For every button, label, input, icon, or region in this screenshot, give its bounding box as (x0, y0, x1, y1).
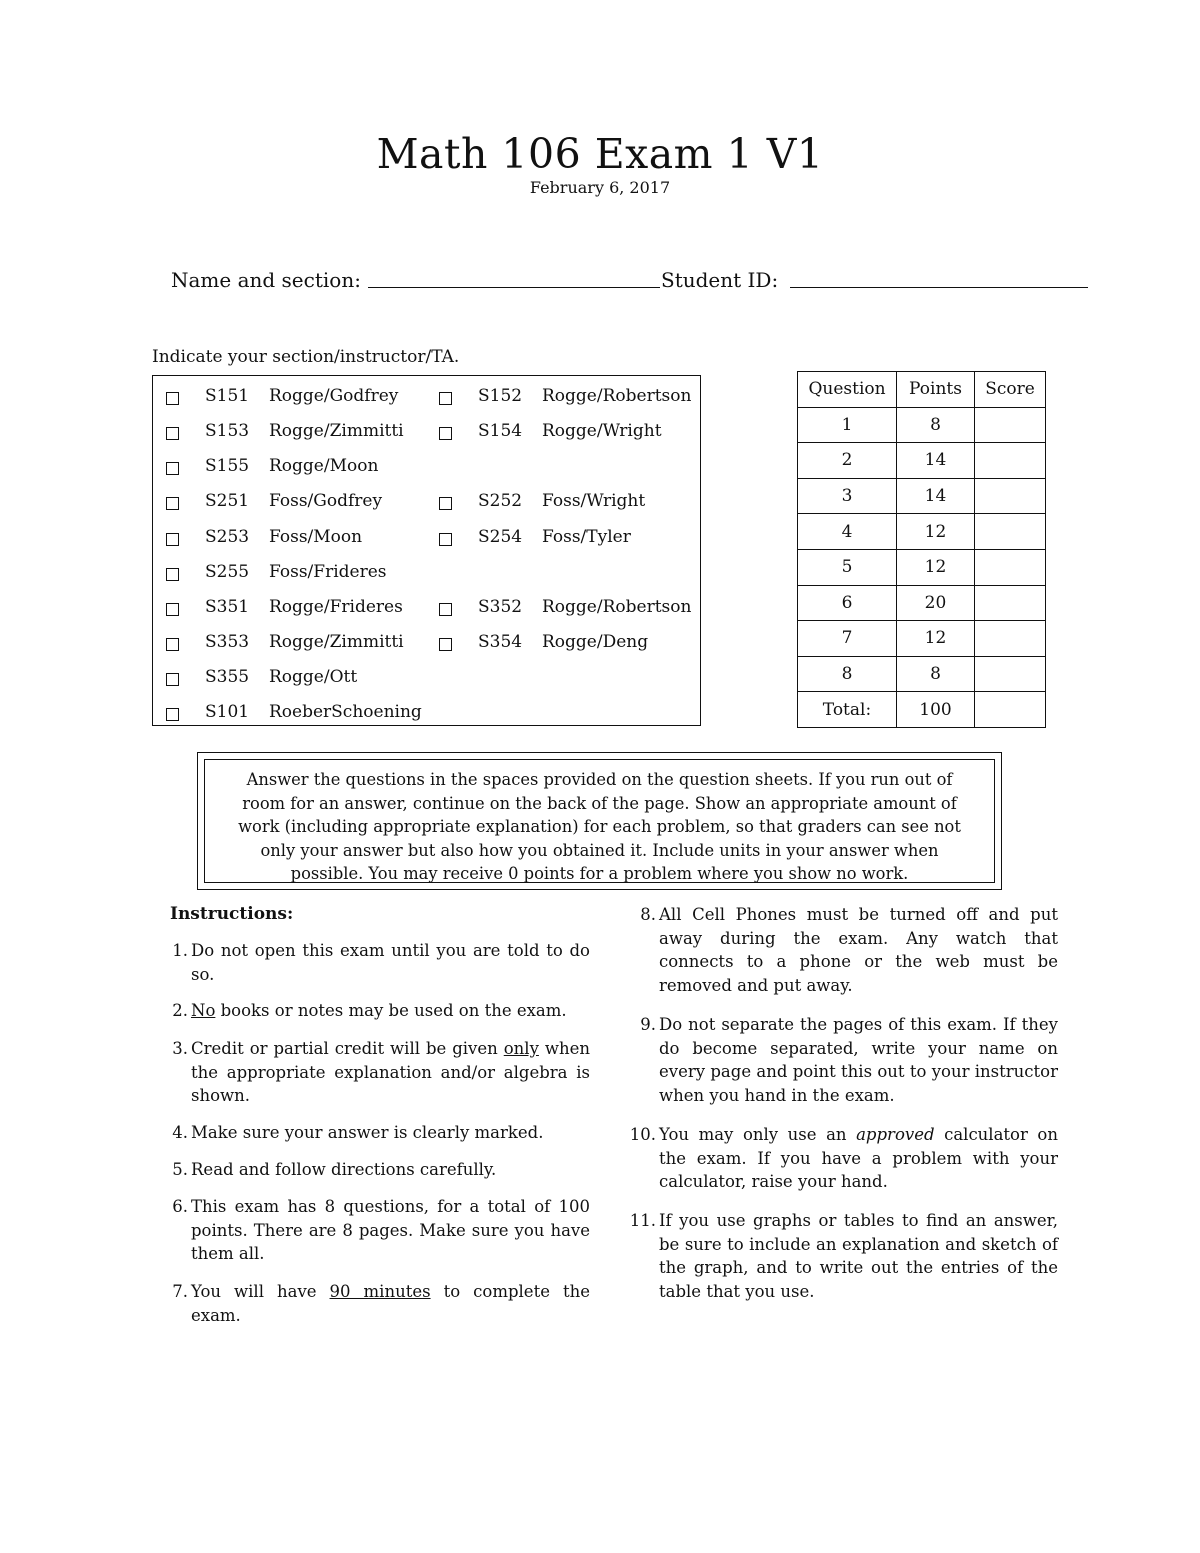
student-id-label: Student ID: (661, 268, 779, 292)
question-score-cell[interactable] (975, 621, 1046, 657)
question-number: 6 (798, 585, 897, 621)
instruction-text (659, 903, 1058, 997)
section-instructor: Foss/Frideres (269, 562, 387, 582)
section-code: S252 (478, 491, 523, 511)
section-instructor: Foss/Godfrey (269, 491, 383, 511)
section-checkbox[interactable] (439, 533, 452, 546)
section-instructor: Foss/Moon (269, 527, 363, 547)
section-code: S154 (478, 421, 523, 441)
student-id-field[interactable] (790, 287, 1088, 288)
section-instructor: Foss/Wright (542, 491, 646, 511)
section-row (153, 694, 702, 729)
instruction-text-part: 90 minutes (329, 1282, 431, 1301)
header-question: Question (798, 372, 897, 408)
question-points: 12 (897, 621, 975, 657)
section-checkbox[interactable] (166, 533, 179, 546)
question-number: 4 (798, 514, 897, 550)
section-row (153, 448, 702, 483)
question-score-cell[interactable] (975, 656, 1046, 692)
section-code: S355 (205, 667, 250, 687)
section-checkbox[interactable] (166, 462, 179, 475)
question-number: 3 (798, 478, 897, 514)
question-points: 12 (897, 549, 975, 585)
question-points: 14 (897, 478, 975, 514)
section-code: S351 (205, 597, 250, 617)
notice-text: Answer the questions in the spaces provided on the question sheets. If you run out of room for an answer, continue on the back of the page. Show an appropriate amount of work (including appropriate explanation) for each problem, so that graders can see not only your answer but also how you obtained it. Include units in your answer when possible. You may receive 0 points for a problem where you show no work. (204, 759, 995, 883)
question-number: 8 (798, 656, 897, 692)
instruction-text-part: If you use graphs or tables to find an answer, be sure to include an explanation and sketch of the graph, and to write out the entries of the table that you use. (659, 1211, 1058, 1301)
score-row (798, 478, 1046, 514)
total-score-cell[interactable] (975, 692, 1046, 728)
score-table-header-row (798, 372, 1046, 408)
section-checkbox[interactable] (166, 568, 179, 581)
section-instructor: Rogge/Ott (269, 667, 358, 687)
section-prompt: Indicate your section/instructor/TA. (152, 347, 460, 367)
instruction-text-part: No (191, 1001, 216, 1020)
score-row (798, 549, 1046, 585)
instruction-text-part: when the appropriate explanation and/or algebra is shown. (191, 1039, 590, 1105)
instruction-text-part: You will have (191, 1282, 330, 1301)
section-checkbox[interactable] (439, 392, 452, 405)
header-score: Score (975, 372, 1046, 408)
score-row (798, 514, 1046, 550)
instructions-heading: Instructions: (170, 904, 294, 924)
question-points: 20 (897, 585, 975, 621)
instruction-text (191, 1195, 590, 1266)
question-number: 5 (798, 549, 897, 585)
section-checkbox[interactable] (439, 497, 452, 510)
question-score-cell[interactable] (975, 443, 1046, 479)
instruction-text-part: to complete the exam. (191, 1282, 590, 1325)
section-code: S354 (478, 632, 523, 652)
section-row (153, 624, 702, 659)
section-checkbox[interactable] (166, 603, 179, 616)
instruction-number: 2. (172, 1001, 188, 1020)
notice-box (197, 752, 1002, 890)
section-code: S152 (478, 386, 523, 406)
score-row (798, 656, 1046, 692)
section-instructor: Rogge/Robertson (542, 597, 692, 617)
section-row (153, 554, 702, 589)
instruction-text (191, 939, 590, 986)
question-score-cell[interactable] (975, 549, 1046, 585)
section-code: S353 (205, 632, 250, 652)
score-row (798, 621, 1046, 657)
section-checkbox[interactable] (439, 638, 452, 651)
name-section-field[interactable] (368, 287, 660, 288)
question-number: 7 (798, 621, 897, 657)
instruction-text (191, 1121, 590, 1145)
section-row (153, 483, 702, 518)
header-points: Points (897, 372, 975, 408)
section-checkbox[interactable] (439, 427, 452, 440)
section-code: S253 (205, 527, 250, 547)
score-table (797, 371, 1046, 728)
exam-title: Math 106 Exam 1 V1 (376, 130, 824, 178)
section-code: S101 (205, 702, 250, 722)
instruction-text-part: Read and follow directions carefully. (191, 1160, 497, 1179)
exam-date: February 6, 2017 (529, 178, 671, 197)
section-checkbox[interactable] (166, 673, 179, 686)
instruction-text-part: only (503, 1039, 539, 1058)
instruction-text-part: All Cell Phones must be turned off and put away during the exam. Any watch that connects to a phone or the web must be removed and put away. (659, 905, 1058, 995)
section-row (153, 589, 702, 624)
section-checkbox[interactable] (166, 392, 179, 405)
total-label: Total: (798, 692, 897, 728)
name-section-label: Name and section: (171, 268, 361, 292)
instruction-text-part: Credit or partial credit will be given (191, 1039, 504, 1058)
section-instructor: Rogge/Zimmitti (269, 632, 404, 652)
section-instructor: Rogge/Godfrey (269, 386, 399, 406)
section-row (153, 519, 702, 554)
instruction-text (191, 1158, 590, 1182)
instruction-text (191, 1037, 590, 1108)
section-checkbox[interactable] (166, 638, 179, 651)
score-row (798, 407, 1046, 443)
section-instructor: Rogge/Moon (269, 456, 379, 476)
section-code: S352 (478, 597, 523, 617)
score-total-row (798, 692, 1046, 728)
section-checkbox[interactable] (439, 603, 452, 616)
section-instructor: Rogge/Zimmitti (269, 421, 404, 441)
section-code: S254 (478, 527, 523, 547)
instruction-number: 5. (172, 1160, 188, 1179)
instruction-text-part: You may only use an (659, 1125, 857, 1144)
instruction-number: 10. (629, 1125, 656, 1144)
instruction-number: 4. (172, 1123, 188, 1142)
section-checkbox[interactable] (166, 497, 179, 510)
instruction-number: 8. (640, 905, 656, 924)
instruction-text-part: books or notes may be used on the exam. (215, 1001, 567, 1020)
instruction-text (659, 1013, 1058, 1107)
section-instructor: Rogge/Deng (542, 632, 649, 652)
question-points: 8 (897, 407, 975, 443)
score-row (798, 443, 1046, 479)
section-row (153, 413, 702, 448)
section-instructor: Rogge/Frideres (269, 597, 403, 617)
section-code: S153 (205, 421, 250, 441)
question-score-cell[interactable] (975, 407, 1046, 443)
section-instructor: Rogge/Robertson (542, 386, 692, 406)
question-score-cell[interactable] (975, 514, 1046, 550)
section-instructor: Rogge/Wright (542, 421, 662, 441)
question-number: 2 (798, 443, 897, 479)
question-points: 14 (897, 443, 975, 479)
section-code: S251 (205, 491, 250, 511)
question-score-cell[interactable] (975, 478, 1046, 514)
instruction-text-part: Do not open this exam until you are told to do so. (191, 941, 590, 984)
question-points: 8 (897, 656, 975, 692)
question-score-cell[interactable] (975, 585, 1046, 621)
section-code: S151 (205, 386, 250, 406)
instruction-number: 11. (629, 1211, 656, 1230)
instruction-text-part: calculator on the exam. If you have a problem with your calculator, raise your hand. (659, 1125, 1058, 1191)
score-row (798, 585, 1046, 621)
instruction-number: 9. (640, 1015, 656, 1034)
instruction-number: 7. (172, 1282, 188, 1301)
instruction-number: 6. (172, 1197, 188, 1216)
question-points: 12 (897, 514, 975, 550)
total-points: 100 (897, 692, 975, 728)
instruction-text-part: Do not separate the pages of this exam. If they do become separated, write your name on every page and point this out to your instructor when you hand in the exam. (659, 1015, 1058, 1105)
section-row (153, 659, 702, 694)
section-selection-box (152, 375, 701, 726)
section-checkbox[interactable] (166, 427, 179, 440)
instruction-text-part: approved (856, 1125, 935, 1144)
instruction-text-part: This exam has 8 questions, for a total of 100 points. There are 8 pages. Make sure you have them all. (191, 1197, 590, 1263)
instruction-number: 1. (172, 941, 188, 960)
section-code: S155 (205, 456, 250, 476)
instruction-text (191, 1280, 590, 1327)
section-instructor: Foss/Tyler (542, 527, 631, 547)
section-checkbox[interactable] (166, 708, 179, 721)
instruction-number: 3. (172, 1039, 188, 1058)
section-instructor: RoeberSchoening (269, 702, 422, 722)
section-code: S255 (205, 562, 250, 582)
instruction-text-part: Make sure your answer is clearly marked. (191, 1123, 544, 1142)
instruction-text (659, 1209, 1058, 1303)
instruction-text (191, 999, 590, 1023)
section-row (153, 378, 702, 413)
instruction-text (659, 1123, 1058, 1194)
question-number: 1 (798, 407, 897, 443)
